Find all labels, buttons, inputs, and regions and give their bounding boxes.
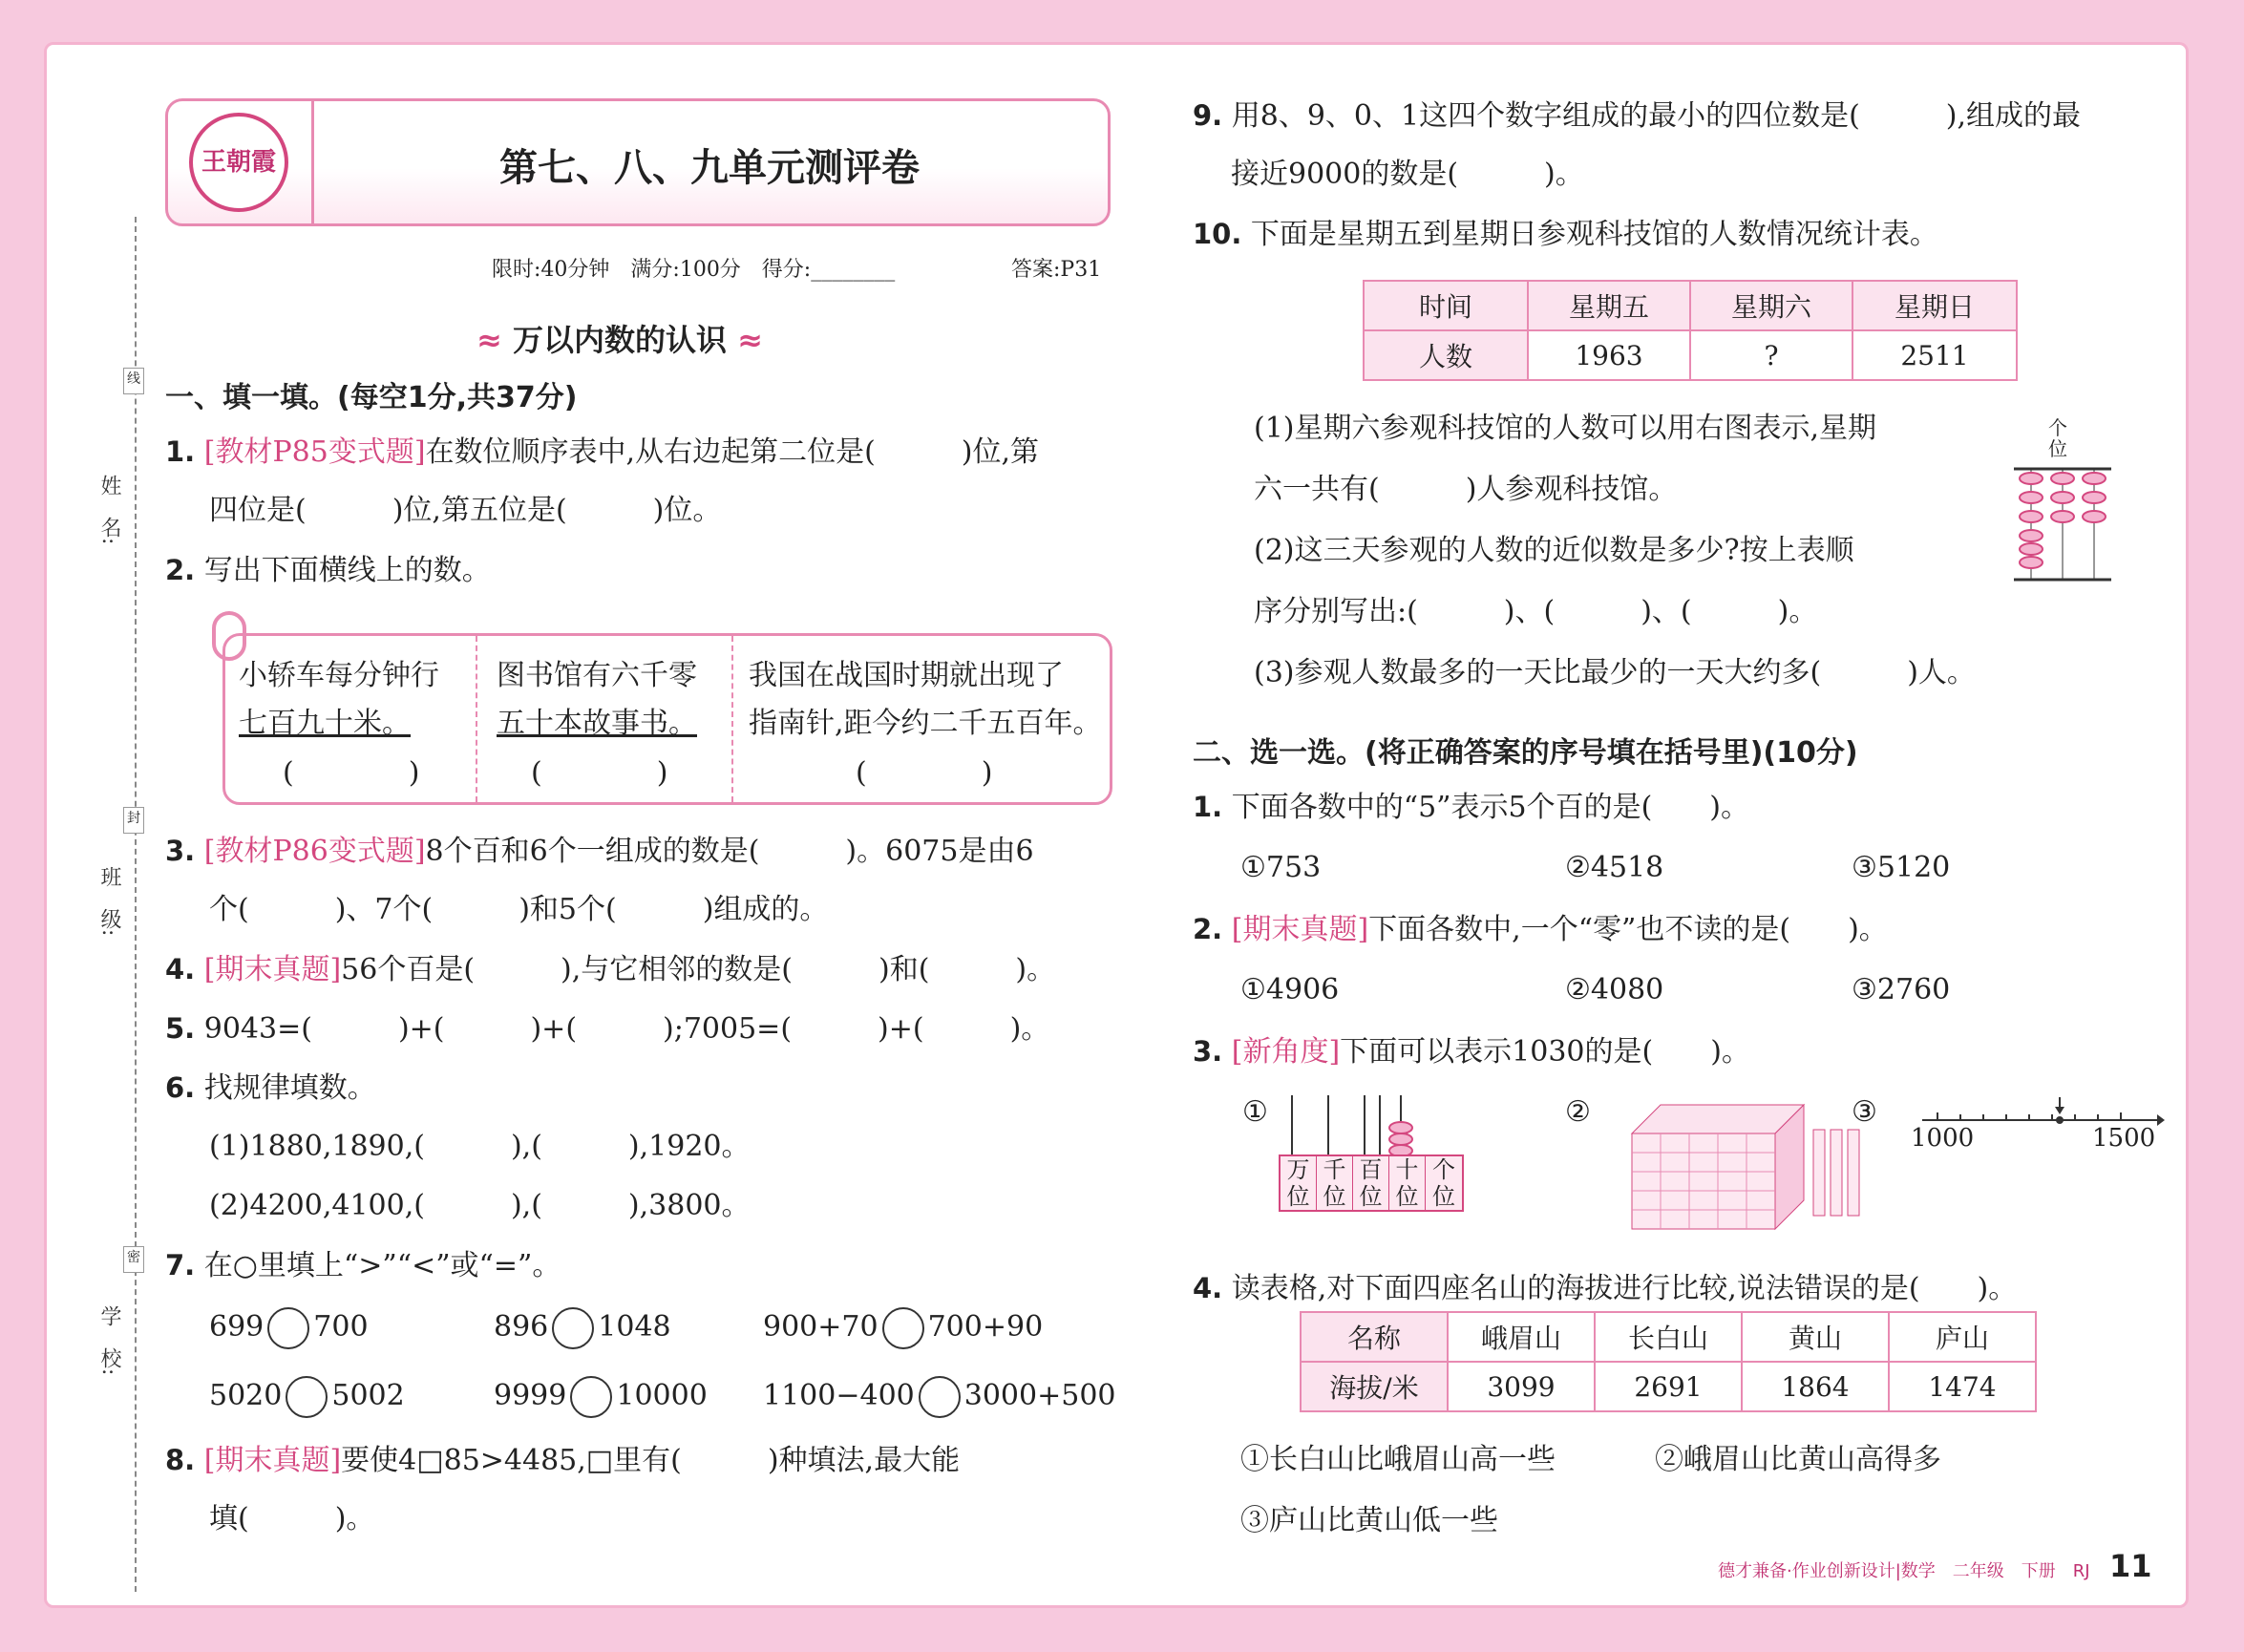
c3: 3. [新角度]下面可以表示1030的是( )。 (1193, 1035, 1750, 1069)
q3-line2: 个( )、7个( )和5个( )组成的。 (209, 893, 829, 926)
binding-mark: 密 (123, 1246, 144, 1273)
c1-option[interactable]: ②4518 (1565, 851, 1664, 884)
q9-line2: 接近9000的数是( )。 (1231, 158, 1584, 191)
q3: 3. [教材P86变式题]8个百和6个一组成的数是( )。6075是由6 (165, 835, 1034, 868)
c3-option-label[interactable]: ③ (1852, 1095, 1877, 1129)
q8-line2: 填( )。 (209, 1502, 375, 1536)
compare-circle[interactable] (882, 1307, 924, 1349)
c1: 1. 下面各数中的“5”表示5个百的是( )。 (1193, 791, 1750, 824)
q8: 8. [期末真题]要使4□85>4485,□里有( )种填法,最大能 (165, 1444, 961, 1477)
c4-option[interactable]: ①长白山比峨眉山高一些 (1240, 1443, 1556, 1476)
abacus-label: 个 位 (2048, 416, 2067, 460)
c1-option[interactable]: ①753 (1240, 851, 1322, 884)
part2-heading: 二、选一选。(将正确答案的序号填在括号里)(10分) (1193, 736, 1858, 770)
compare-circle[interactable] (552, 1307, 594, 1349)
exam-meta: 限时:40分钟 满分:100分 得分:________ (492, 258, 896, 282)
binding-line (135, 217, 137, 1592)
binding-mark: 线 (123, 368, 144, 394)
abacus-icon (2010, 465, 2115, 583)
q10-s2b: 序分别写出:( )、( )、( )。 (1254, 595, 1818, 628)
worksheet-page (44, 42, 2189, 1608)
q7-item: 896 1048 (494, 1307, 671, 1349)
c2-option[interactable]: ②4080 (1565, 973, 1664, 1006)
logo: 王朝霞 (189, 113, 288, 212)
q9: 9. 用8、9、0、1这四个数字组成的最小的四位数是( ),组成的最 (1193, 99, 2082, 133)
c3-cubes-icon (1603, 1095, 1832, 1239)
q6-line1: (1)1880,1890,( ),( ),1920。 (209, 1130, 751, 1163)
q7: 7. 在○里填上“>”“<”或“=”。 (165, 1249, 561, 1282)
q1: 1. [教材P85变式题]在数位顺序表中,从右边起第二位是( )位,第 (165, 435, 1040, 469)
page-title: 第七、八、九单元测评卷 (499, 146, 920, 190)
c3-place-value-table: 万 位 千 位 百 位 十 位 个 位 (1279, 1154, 1464, 1212)
q7-item: 1100−400 3000+500 (763, 1376, 1116, 1418)
number-line-start: 1000 (1911, 1124, 1975, 1153)
c4: 4. 读表格,对下面四座名山的海拔进行比较,说法错误的是( )。 (1193, 1272, 2018, 1305)
section-title: ≈ 万以内数的认识 ≈ (476, 322, 763, 358)
q2: 2. 写出下面横线上的数。 (165, 554, 491, 587)
c3-option-label[interactable]: ② (1565, 1095, 1591, 1129)
q6-line2: (2)4200,4100,( ),( ),3800。 (209, 1189, 751, 1222)
compare-circle[interactable] (286, 1376, 328, 1418)
compare-circle[interactable] (267, 1307, 309, 1349)
binding-mark: 封 (123, 807, 144, 834)
c3-option-label[interactable]: ① (1242, 1095, 1268, 1129)
answer-ref: 答案:P31 (1011, 258, 1102, 282)
c2-option[interactable]: ③2760 (1852, 973, 1951, 1006)
q4: 4. [期末真题]56个百是( ),与它相邻的数是( )和( )。 (165, 953, 1056, 986)
c2-option[interactable]: ①4906 (1240, 973, 1340, 1006)
c1-option[interactable]: ③5120 (1852, 851, 1951, 884)
c2: 2. [期末真题]下面各数中,一个“零”也不读的是( )。 (1193, 913, 1888, 946)
q7-item: 5020 5002 (209, 1376, 405, 1418)
paperclip-icon (212, 611, 246, 661)
q10: 10. 下面是星期五到星期日参观科技馆的人数情况统计表。 (1193, 218, 1938, 251)
school-label: 学 校: (97, 1305, 121, 1376)
c3-rods-icon (1811, 1126, 1869, 1221)
c4-option[interactable]: ③庐山比黄山低一些 (1240, 1504, 1498, 1537)
compare-circle[interactable] (570, 1376, 612, 1418)
q2-box: 小轿车每分钟行 七百九十米。 ( ) 图书馆有六千零 五十本故事书。 ( ) 我国在战国时期就出现了 指南针,距今约二千五百年。 ( ) (222, 633, 1112, 805)
q10-s2a: (2)这三天参观的人数的近似数是多少?按上表顺 (1254, 534, 1854, 567)
mountain-table: 名称 峨眉山 长白山 黄山 庐山 海拔/米 3099 2691 1864 1474 (1300, 1311, 2037, 1412)
q1-line2: 四位是( )位,第五位是( )位。 (209, 494, 722, 527)
compare-circle[interactable] (919, 1376, 961, 1418)
footer-text: 德才兼备·作业创新设计|数学 二年级 下册 RJ (1718, 1561, 2090, 1581)
name-label: 姓 名: (97, 475, 121, 545)
title-box (165, 98, 1111, 226)
page-number: 11 (2109, 1548, 2152, 1584)
q7-item: 9999 10000 (494, 1376, 708, 1418)
number-line-end: 1500 (2092, 1124, 2156, 1153)
q6: 6. 找规律填数。 (165, 1071, 376, 1105)
part1-heading: 一、填一填。(每空1分,共37分) (165, 381, 578, 414)
q10-s3: (3)参观人数最多的一天比最少的一天大约多( )人。 (1254, 656, 1976, 689)
q10-s1a: (1)星期六参观科技馆的人数可以用右图表示,星期 (1254, 412, 1877, 445)
q5: 5. 9043=( )+( )+( );7005=( )+( )。 (165, 1012, 1050, 1046)
q7-item: 900+70 700+90 (763, 1307, 1043, 1349)
c4-option[interactable]: ②峨眉山比黄山高得多 (1655, 1443, 1941, 1476)
visitors-table: 时间 星期五 星期六 星期日 人数 1963 ? 2511 (1363, 280, 2018, 381)
class-label: 班 级: (97, 866, 121, 937)
q10-s1b: 六一共有( )人参观科技馆。 (1254, 473, 1678, 506)
q7-item: 699 700 (209, 1307, 369, 1349)
